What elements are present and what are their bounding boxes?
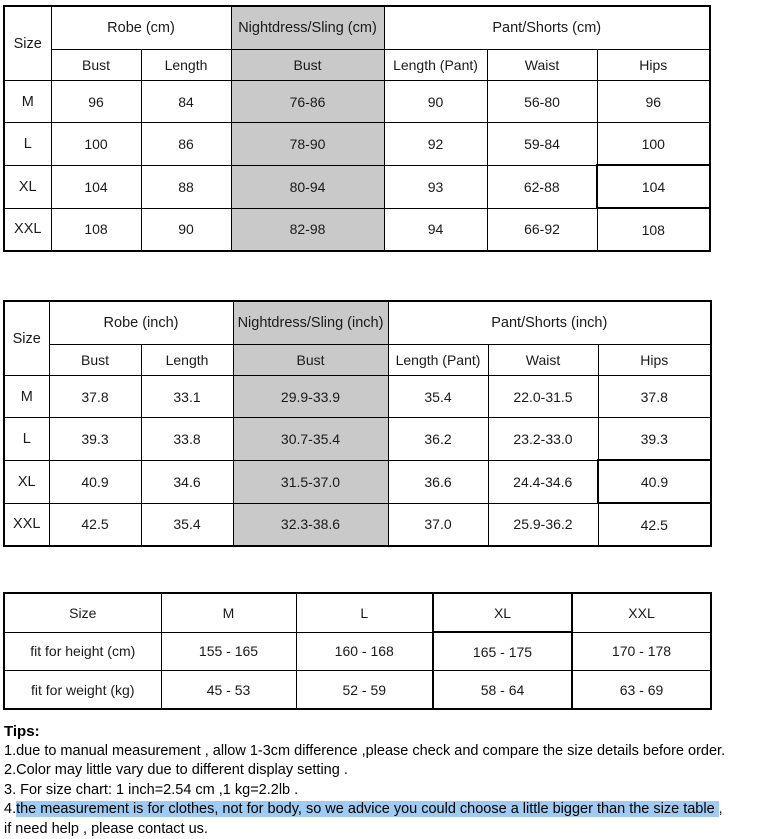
cell-robe-bust: 40.9 — [49, 460, 141, 503]
cell-nightdress-bust: 29.9-33.9 — [233, 376, 388, 418]
cell-waist: 23.2-33.0 — [488, 418, 598, 461]
header-size: Size — [4, 6, 51, 81]
table-row — [4, 376, 711, 418]
group-header-pant: Pant/Shorts (inch) — [388, 301, 711, 345]
table-row — [4, 81, 710, 123]
size-table-inch — [3, 300, 712, 547]
cell-robe-bust: 108 — [51, 208, 141, 251]
cell-height-l: 160 - 168 — [296, 632, 433, 671]
cell-nightdress-bust: 80-94 — [231, 165, 384, 208]
sub-header-nightdress-bust: Bust — [231, 50, 384, 81]
sub-header-robe-bust: Bust — [49, 345, 141, 376]
row-size-label: M — [4, 81, 51, 123]
sub-header-hips: Hips — [598, 345, 711, 376]
tips-line-4-highlighted-text: the measurement is for clothes, not for body, so we advice you could choose a little bigger than the size table — [16, 801, 719, 817]
tips-line-1: 1.due to manual measurement , allow 1-3cm difference ,please check and compare the size details before order. — [4, 742, 781, 762]
cell-waist: 56-80 — [487, 81, 597, 123]
tips-block — [4, 722, 781, 839]
table-row-sub-header — [4, 345, 711, 376]
sub-header-waist: Waist — [488, 345, 598, 376]
cell-robe-length: 35.4 — [141, 503, 233, 546]
cell-hips: 39.3 — [598, 418, 711, 461]
tips-line-4 — [4, 800, 781, 820]
cell-waist: 22.0-31.5 — [488, 376, 598, 418]
cell-height-xxl: 170 - 178 — [572, 632, 711, 671]
cell-pant-length: 37.0 — [388, 503, 488, 546]
cell-nightdress-bust: 31.5-37.0 — [233, 460, 388, 503]
sub-header-robe-length: Length — [141, 50, 231, 81]
row-label-height: fit for height (cm) — [4, 632, 161, 671]
cell-waist: 62-88 — [487, 165, 597, 208]
table-row — [4, 503, 711, 546]
cell-pant-length: 36.2 — [388, 418, 488, 461]
group-header-robe: Robe (inch) — [49, 301, 233, 345]
table-row — [4, 208, 710, 251]
cell-robe-bust: 42.5 — [49, 503, 141, 546]
sub-header-hips: Hips — [597, 50, 710, 81]
cell-hips-selected: 104 — [597, 165, 710, 208]
cell-waist: 59-84 — [487, 123, 597, 166]
size-table-cm — [3, 5, 711, 252]
cell-height-m: 155 - 165 — [161, 632, 296, 671]
cell-nightdress-bust: 30.7-35.4 — [233, 418, 388, 461]
row-size-label: XXL — [4, 503, 49, 546]
cell-weight-l: 52 - 59 — [296, 671, 433, 710]
cell-hips: 108 — [597, 208, 710, 251]
row-size-label: M — [4, 376, 49, 418]
cell-robe-bust: 104 — [51, 165, 141, 208]
cell-pant-length: 94 — [384, 208, 487, 251]
table-row — [4, 165, 710, 208]
sub-header-nightdress-bust: Bust — [233, 345, 388, 376]
sub-header-robe-bust: Bust — [51, 50, 141, 81]
cell-hips: 100 — [597, 123, 710, 166]
tips-title: Tips: — [4, 722, 781, 742]
row-size-label: XL — [4, 460, 49, 503]
cell-robe-bust: 100 — [51, 123, 141, 166]
cell-robe-length: 34.6 — [141, 460, 233, 503]
header-size-xl: XL — [433, 593, 572, 632]
header-size: Size — [4, 301, 49, 376]
cell-robe-bust: 96 — [51, 81, 141, 123]
tips-line-3: 3. For size chart: 1 inch=2.54 cm ,1 kg=2.2lb . — [4, 781, 781, 801]
tips-line-4-prefix: 4. — [4, 801, 16, 817]
cell-robe-length: 33.1 — [141, 376, 233, 418]
sub-header-pant-length: Length (Pant) — [388, 345, 488, 376]
header-size-xxl: XXL — [572, 593, 711, 632]
cell-pant-length: 36.6 — [388, 460, 488, 503]
cell-pant-length: 93 — [384, 165, 487, 208]
size-table-fit — [3, 592, 712, 710]
table-row — [4, 671, 711, 710]
cell-weight-xl: 58 - 64 — [433, 671, 572, 710]
table-row-group-header — [4, 301, 711, 345]
tips-line-4-suffix: , — [719, 801, 723, 817]
cell-robe-length: 86 — [141, 123, 231, 166]
cell-height-xl: 165 - 175 — [433, 632, 572, 671]
cell-robe-bust: 37.8 — [49, 376, 141, 418]
group-header-robe: Robe (cm) — [51, 6, 231, 50]
cell-robe-length: 33.8 — [141, 418, 233, 461]
tips-line-5: if need help , please contact us. — [4, 820, 781, 839]
header-size-m: M — [161, 593, 296, 632]
row-label-weight: fit for weight (kg) — [4, 671, 161, 710]
cell-hips: 42.5 — [598, 503, 711, 546]
table-row — [4, 123, 710, 166]
cell-pant-length: 35.4 — [388, 376, 488, 418]
cell-nightdress-bust: 76-86 — [231, 81, 384, 123]
table-row-header — [4, 593, 711, 632]
cell-hips: 96 — [597, 81, 710, 123]
table-row — [4, 460, 711, 503]
header-size: Size — [4, 593, 161, 632]
group-header-pant: Pant/Shorts (cm) — [384, 6, 710, 50]
row-size-label: L — [4, 123, 51, 166]
cell-pant-length: 92 — [384, 123, 487, 166]
cell-hips: 37.8 — [598, 376, 711, 418]
table-row-group-header — [4, 6, 710, 50]
group-header-nightdress: Nightdress/Sling (cm) — [231, 6, 384, 50]
group-header-nightdress: Nightdress/Sling (inch) — [233, 301, 388, 345]
cell-nightdress-bust: 32.3-38.6 — [233, 503, 388, 546]
sub-header-robe-length: Length — [141, 345, 233, 376]
cell-pant-length: 90 — [384, 81, 487, 123]
cell-robe-length: 88 — [141, 165, 231, 208]
cell-weight-m: 45 - 53 — [161, 671, 296, 710]
table-row-sub-header — [4, 50, 710, 81]
cell-nightdress-bust: 82-98 — [231, 208, 384, 251]
sub-header-pant-length: Length (Pant) — [384, 50, 487, 81]
cell-nightdress-bust: 78-90 — [231, 123, 384, 166]
sub-header-waist: Waist — [487, 50, 597, 81]
cell-weight-xxl: 63 - 69 — [572, 671, 711, 710]
header-size-l: L — [296, 593, 433, 632]
cell-robe-length: 84 — [141, 81, 231, 123]
row-size-label: XL — [4, 165, 51, 208]
cell-robe-length: 90 — [141, 208, 231, 251]
row-size-label: XXL — [4, 208, 51, 251]
cell-waist: 25.9-36.2 — [488, 503, 598, 546]
row-size-label: L — [4, 418, 49, 461]
table-row — [4, 632, 711, 671]
cell-hips-selected: 40.9 — [598, 460, 711, 503]
table-row — [4, 418, 711, 461]
tips-line-2: 2.Color may little vary due to different display setting . — [4, 761, 781, 781]
cell-waist: 24.4-34.6 — [488, 460, 598, 503]
cell-robe-bust: 39.3 — [49, 418, 141, 461]
cell-waist: 66-92 — [487, 208, 597, 251]
